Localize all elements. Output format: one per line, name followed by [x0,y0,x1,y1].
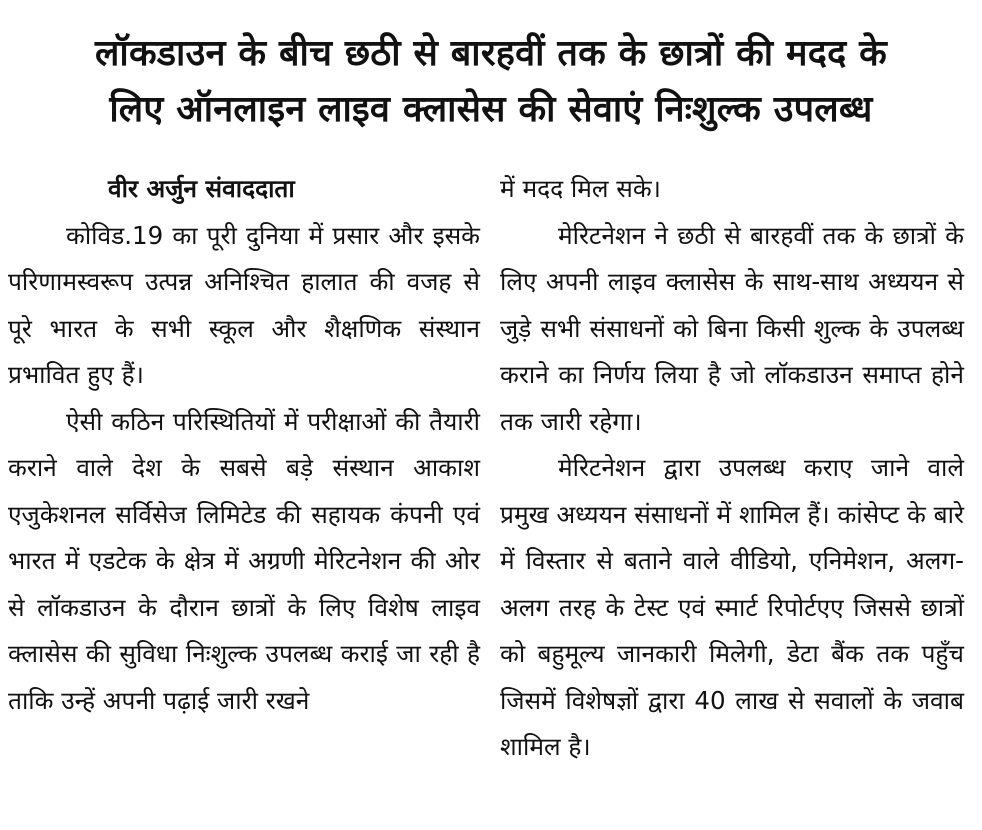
headline-line-1: लॉकडाउन के बीच छठी से बारहवीं तक के छात्रों की मदद के [95,33,887,74]
byline: वीर अर्जुन संवाददाता [108,174,295,203]
headline-line-2: लिए ऑनलाइन लाइव क्लासेस की सेवाएं निःशुल्क उपलब्ध [109,89,873,130]
article-column-right [500,166,964,771]
paragraph-2: ऐसी कठिन परिस्थितियों में परीक्षाओं की तैयारी कराने वाले देश के सबसे बड़े संस्थान आकाश एजुकेशनल सर्विसेज लिमिटेड की सहायक कंपनी एवं भारत में एडटेक के क्षेत्र में अग्रणी मेरिटनेशन की ओर से लॉकडाउन के दौरान छात्रों के लिए विशेष लाइव क्लासेस की सुविधा निःशुल्क उपलब्ध कराई जा रही है ताकि उन्हें अपनी पढ़ाई जारी रखने [8,406,480,715]
paragraph-2-continuation: में मदद मिल सके। [500,174,661,203]
paragraph-3: मेरिटनेशन ने छठी से बारहवीं तक के छात्रों के लिए अपनी लाइव क्लासेस के साथ-साथ अध्ययन से जुड़े सभी संसाधनों को बिना किसी शुल्क के उपलब्ध कराने का निर्णय लिया है जो लॉकडाउन समाप्त होने तक जारी रहेगा। [500,220,964,436]
paragraph-4: मेरिटनेशन द्वारा उपलब्ध कराए जाने वाले प्रमुख अध्ययन संसाधनों में शामिल हैं। कांसेप्ट के बारे में विस्तार से बताने वाले वीडियो, एनिमेशन, अलग-अलग तरह के टेस्ट एवं स्मार्ट रिपोर्टएए जिससे छात्रों को बहुमूल्य जानकारी मिलेगी, डेटा बैंक तक पहुँच जिसमें विशेषज्ञों द्वारा 40 लाख से सवालों के जवाब शामिल है। [500,453,964,761]
article-headline [8,26,974,138]
article-column-left [8,166,480,724]
paragraph-1: कोविड.19 का पूरी दुनिया में प्रसार और इसके परिणामस्वरूप उत्पन्न अनिश्चित हालात की वजह से पूरे भारत के सभी स्कूल और शैक्षणिक संस्थान प्रभावित हुए हैं। [8,220,480,389]
